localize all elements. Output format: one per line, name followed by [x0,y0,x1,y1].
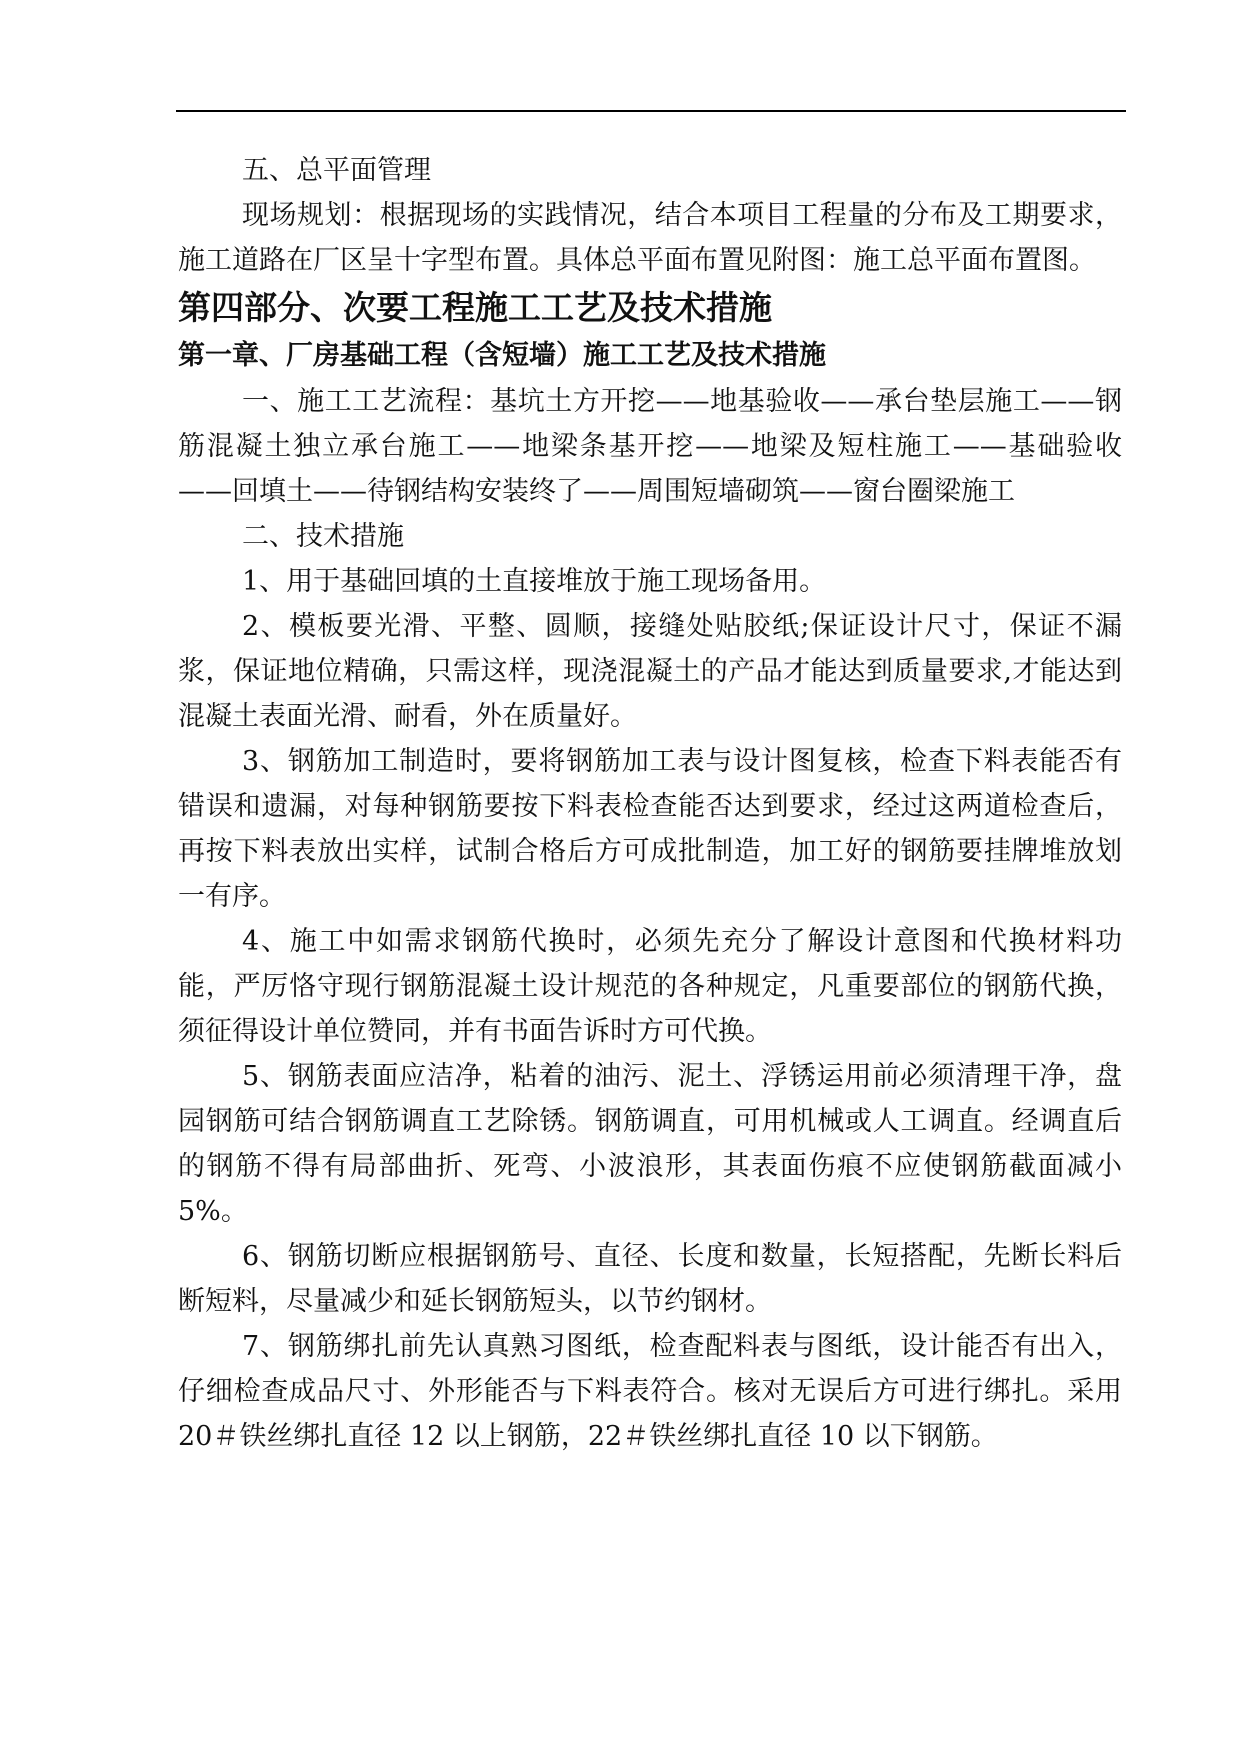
section-heading-general-layout: 五、总平面管理 [242,155,431,186]
measure-item: 7、钢筋绑扎前先认真熟习图纸，检查配料表与图纸，设计能否有出入，仔细检查成品尺寸、外形能否与下料表符合。核对无误后方可进行绑扎。采用 20＃铁丝绑扎直径 12 以上钢筋，22＃铁丝绑扎直径 10 以下钢筋。 [178,1331,1122,1452]
measure-item: 5、钢筋表面应洁净，粘着的油污、泥土、浮锈运用前必须清理干净，盘园钢筋可结合钢筋调直工艺除锈。钢筋调直，可用机械或人工调直。经调直后的钢筋不得有局部曲折、死弯、小波浪形，其表面伤痕不应使钢筋截面减小 5%。 [178,1061,1122,1227]
paragraph-site-planning: 现场规划：根据现场的实践情况，结合本项目工程量的分布及工期要求，施工道路在厂区呈十字型布置。具体总平面布置见附图：施工总平面布置图。 [178,200,1122,276]
paragraph-process-flow: 一、施工工艺流程：基坑土方开挖——地基验收——承台垫层施工——钢筋混凝土独立承台施工——地梁条基开挖——地梁及短柱施工——基础验收——回填土——待钢结构安装终了——周围短墙砌筑——窗台圈梁施工 [178,386,1122,507]
measure-item: 2、模板要光滑、平整、圆顺，接缝处贴胶纸;保证设计尺寸，保证不漏浆，保证地位精确，只需这样，现浇混凝土的产品才能达到质量要求,才能达到混凝土表面光滑、耐看，外在质量好。 [178,611,1122,732]
header-rule [176,110,1126,112]
part-title: 第四部分、次要工程施工工艺及技术措施 [178,288,772,327]
measure-item: 1、用于基础回填的土直接堆放于施工现场备用。 [242,566,827,597]
chapter-title: 第一章、厂房基础工程（含短墙）施工工艺及技术措施 [178,340,826,371]
section-heading-technical-measures: 二、技术措施 [242,521,404,552]
document-body [178,148,1122,1459]
measure-item: 4、施工中如需求钢筋代换时，必须先充分了解设计意图和代换材料功能，严厉恪守现行钢筋混凝土设计规范的各种规定，凡重要部位的钢筋代换，须征得设计单位赞同，并有书面告诉时方可代换。 [178,926,1122,1047]
measure-item: 3、钢筋加工制造时，要将钢筋加工表与设计图复核，检查下料表能否有错误和遗漏，对每种钢筋要按下料表检查能否达到要求，经过这两道检查后，再按下料表放出实样，试制合格后方可成批制造，加工好的钢筋要挂牌堆放划一有序。 [178,746,1122,912]
measure-item: 6、钢筋切断应根据钢筋号、直径、长度和数量，长短搭配，先断长料后断短料，尽量减少和延长钢筋短头，以节约钢材。 [178,1241,1122,1317]
